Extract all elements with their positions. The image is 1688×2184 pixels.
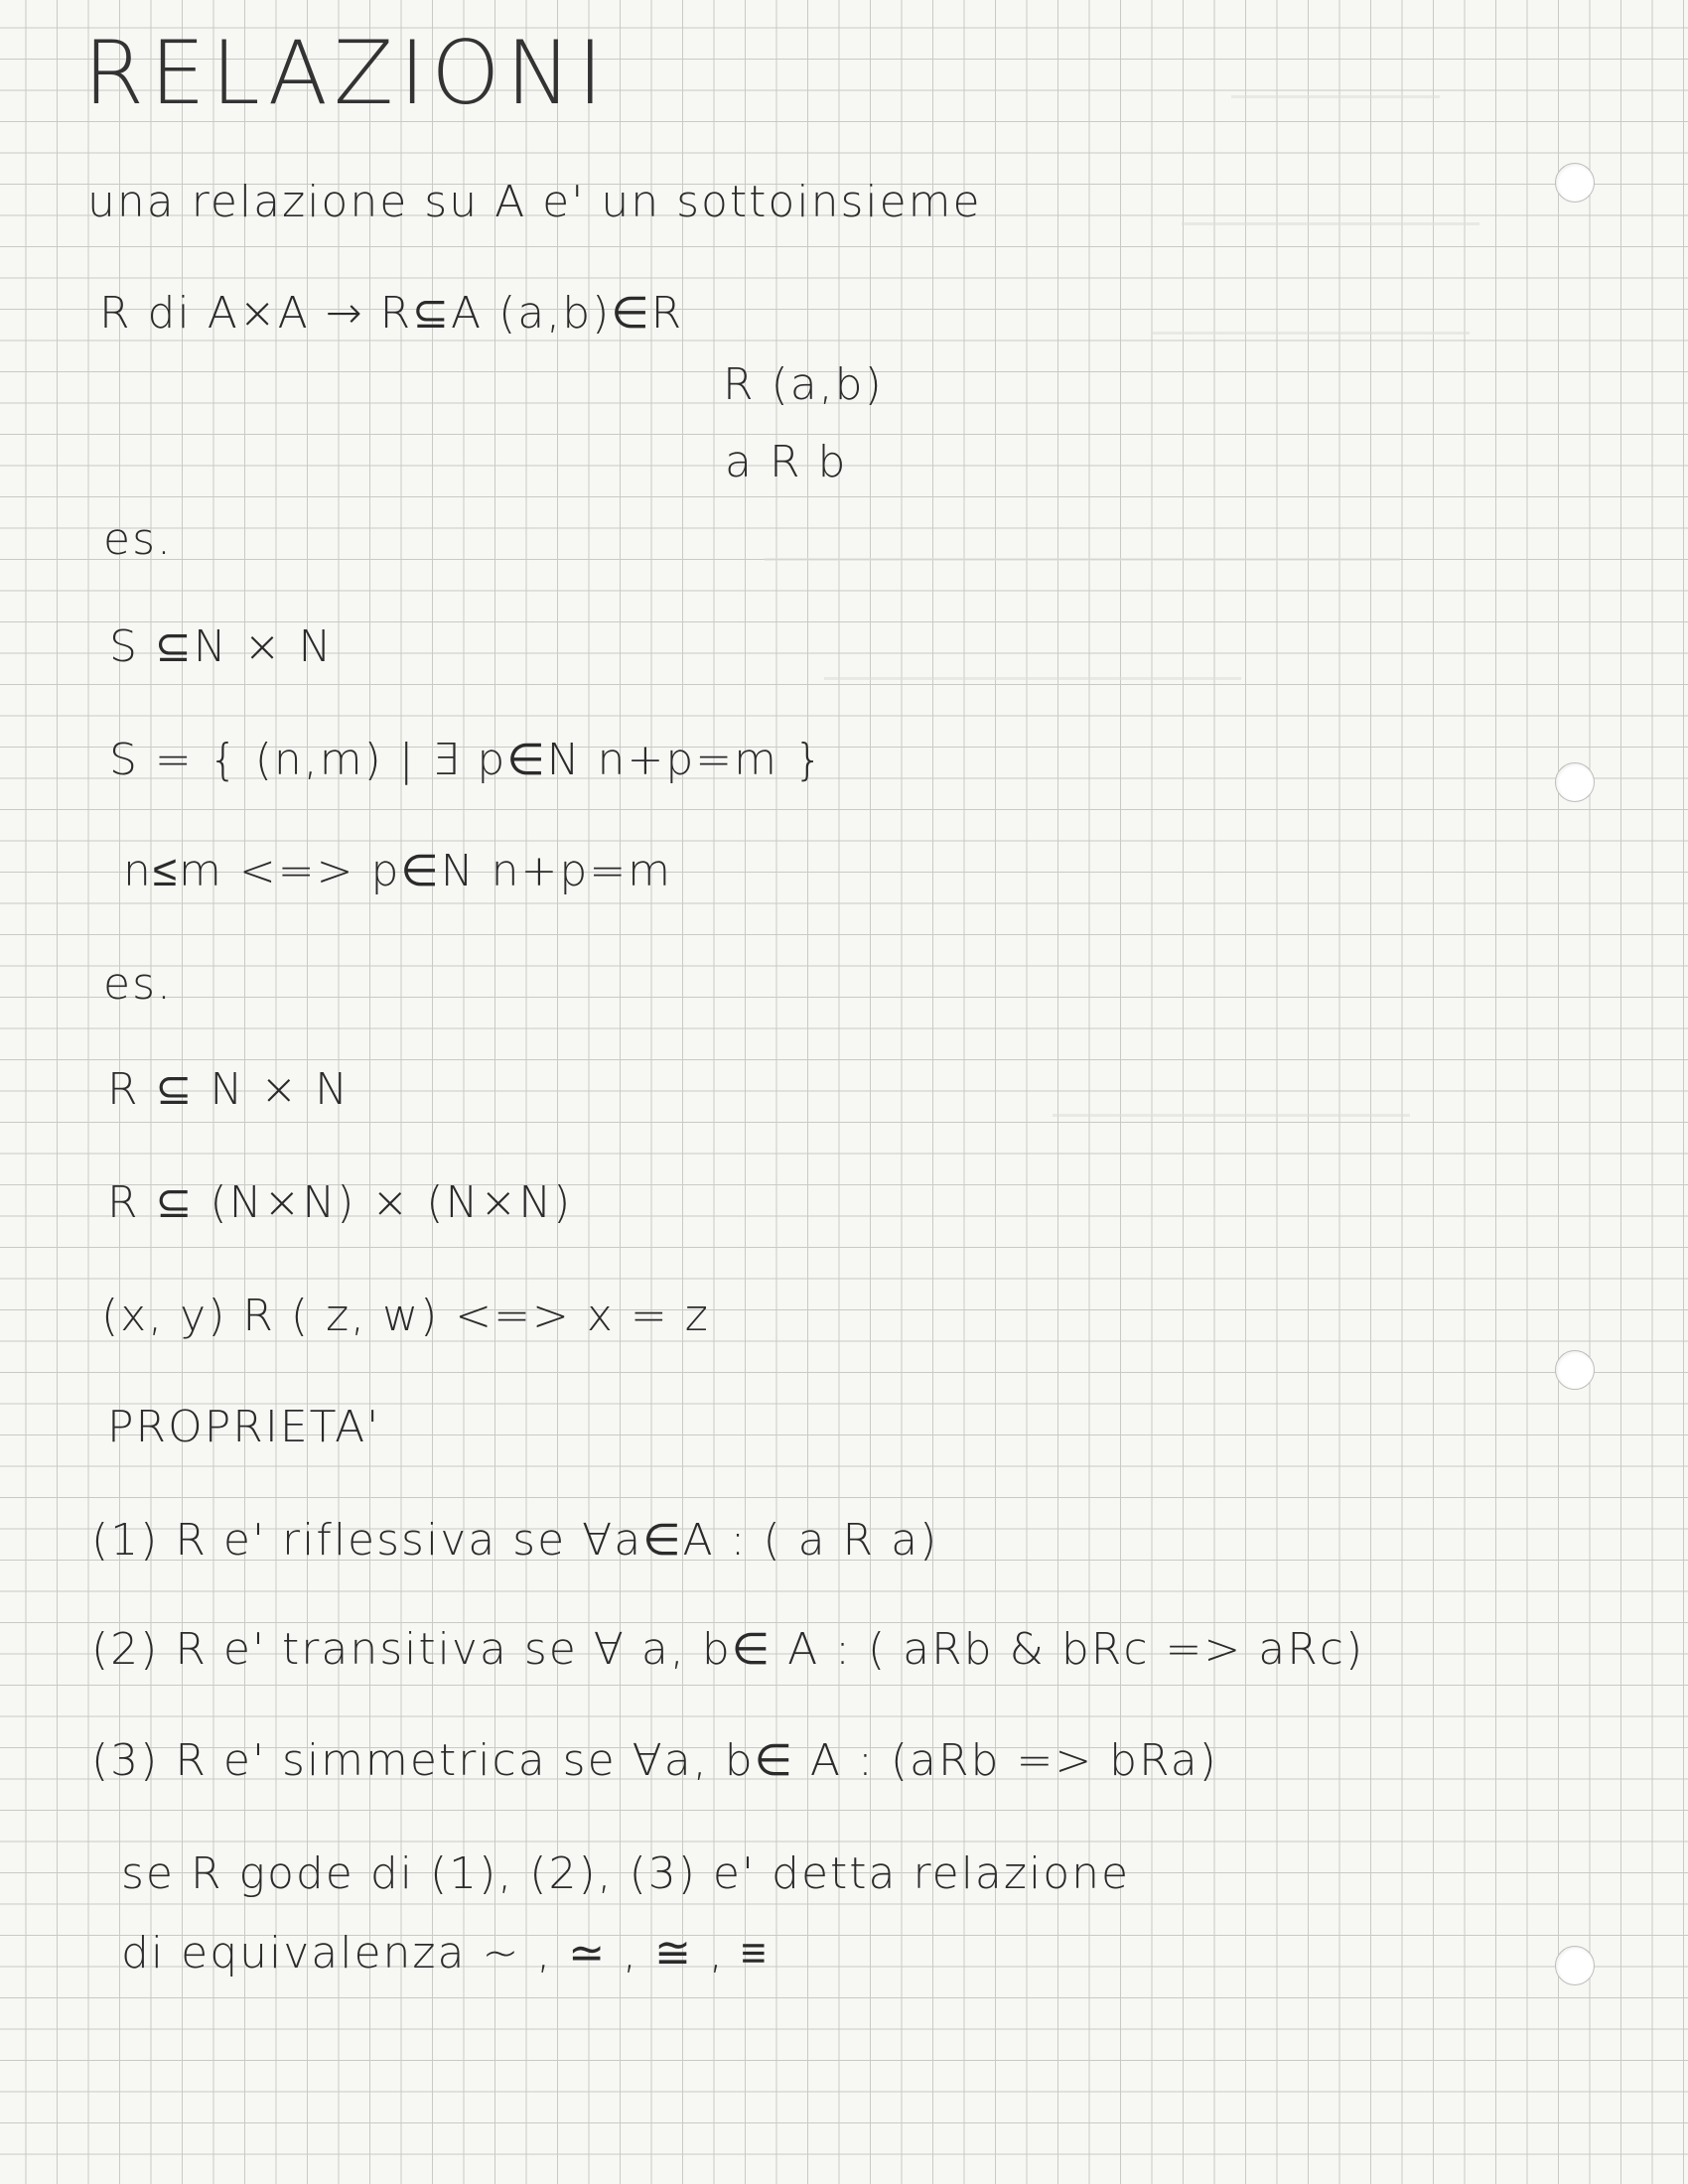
show-through-mark bbox=[1053, 1080, 1410, 1117]
conclusion-line: se R gode di (1), (2), (3) e' detta relazione bbox=[121, 1848, 1131, 1899]
intro-definition: R di A×A → R⊆A (a,b)∈R bbox=[99, 288, 684, 339]
punch-hole bbox=[1555, 1350, 1595, 1390]
show-through-mark bbox=[1231, 62, 1440, 98]
show-through-mark bbox=[1182, 189, 1479, 225]
show-through-mark bbox=[1152, 298, 1470, 335]
notation-prefix: R (a,b) bbox=[723, 359, 884, 410]
property-item: (2) R e' transitiva se ∀ a, b∈ A : ( aRb & bRc => aRc) bbox=[91, 1624, 1365, 1675]
example-label: es. bbox=[103, 959, 173, 1010]
show-through-mark bbox=[824, 643, 1241, 680]
properties-heading: PROPRIETA' bbox=[107, 1402, 381, 1452]
notation-infix: a R b bbox=[725, 437, 848, 487]
page-title: RELAZIONI bbox=[83, 22, 610, 124]
example-line: R ⊆ (N×N) × (N×N) bbox=[107, 1177, 573, 1228]
punch-hole bbox=[1555, 762, 1595, 802]
conclusion-line: di equivalenza ~ , ≃ , ≅ , ≡ bbox=[121, 1928, 769, 1979]
show-through-mark bbox=[765, 524, 1400, 561]
intro-line: una relazione su A e' un sottoinsieme bbox=[87, 177, 982, 227]
example-line: (x, y) R ( z, w) <=> x = z bbox=[101, 1291, 710, 1341]
property-item: (1) R e' riflessiva se ∀a∈A : ( a R a) bbox=[91, 1515, 939, 1566]
example-line: S ⊆N × N bbox=[109, 621, 334, 672]
example-line: R ⊆ N × N bbox=[107, 1064, 351, 1115]
example-label: es. bbox=[103, 514, 173, 565]
example-line: n≤m <=> p∈N n+p=m bbox=[123, 846, 673, 896]
property-item: (3) R e' simmetrica se ∀a, b∈ A : (aRb => bRa) bbox=[91, 1735, 1218, 1786]
punch-hole bbox=[1555, 1946, 1595, 1985]
punch-hole bbox=[1555, 163, 1595, 203]
example-line: S = { (n,m) | ∃ p∈N n+p=m } bbox=[109, 735, 824, 785]
